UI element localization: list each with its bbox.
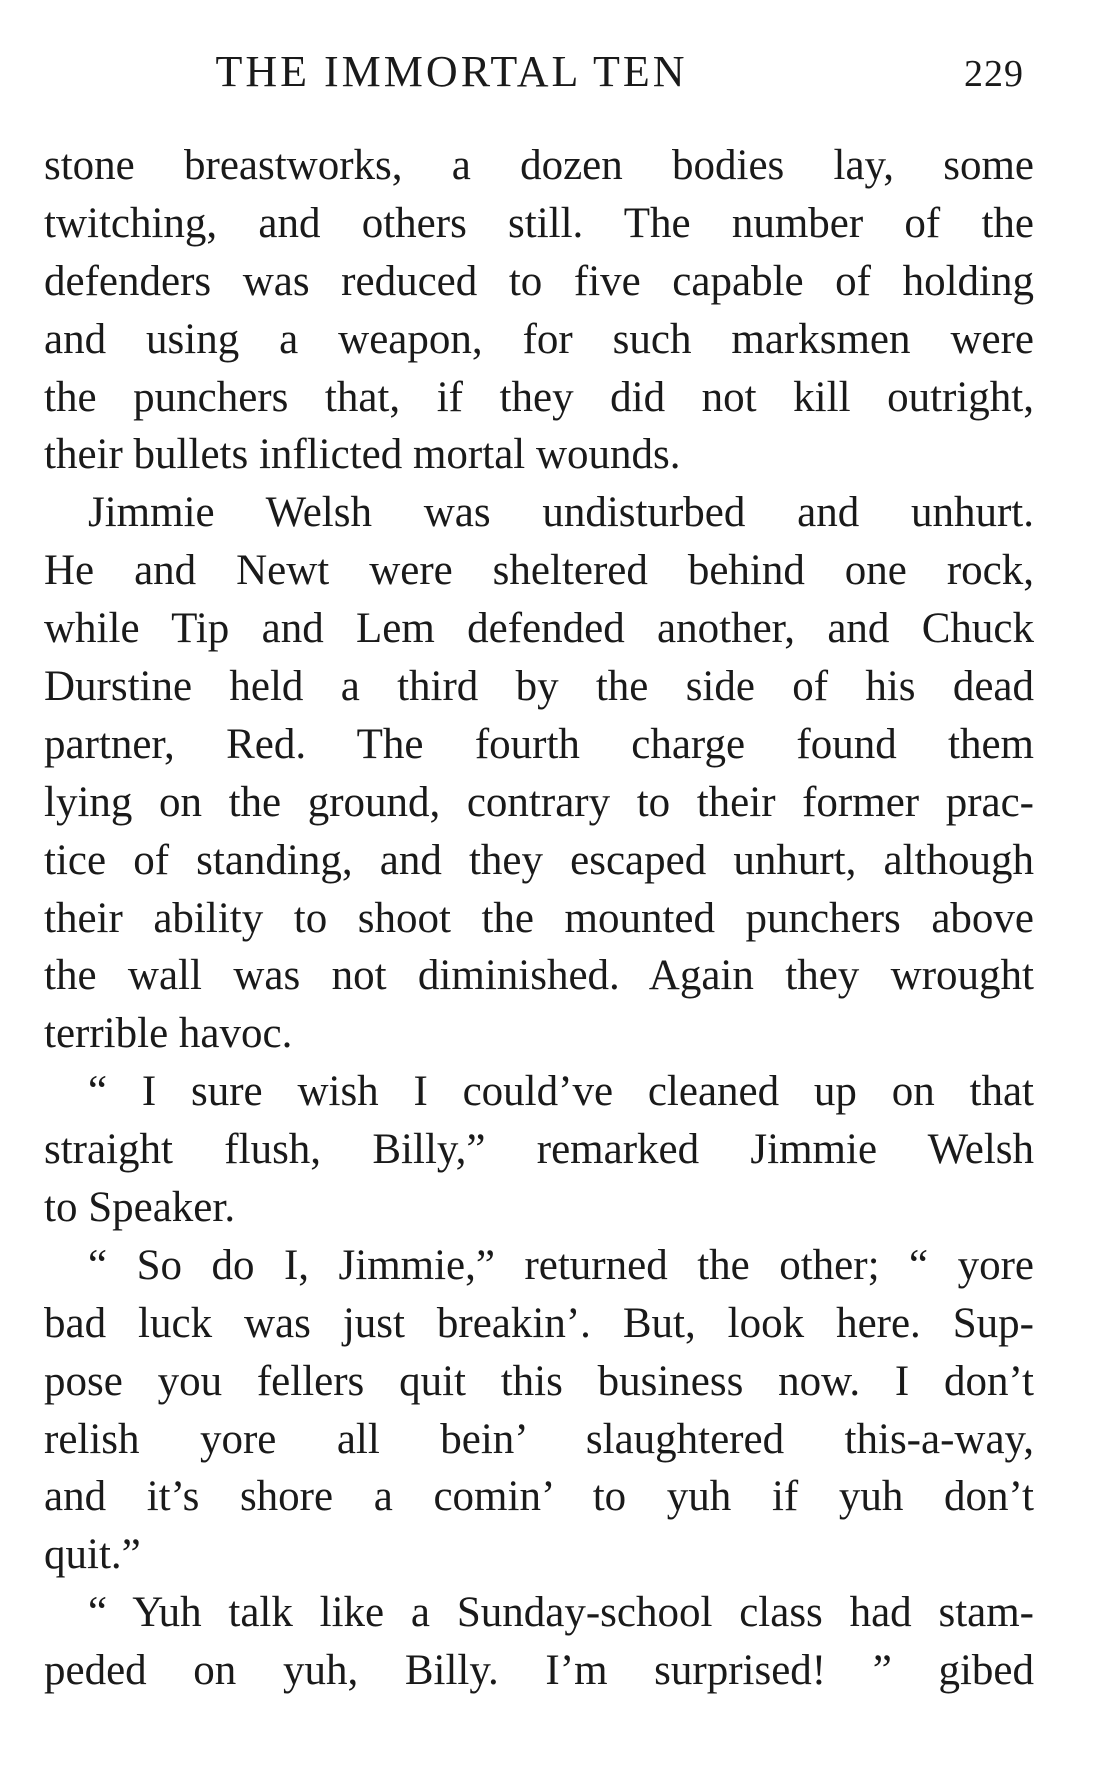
text-line: lying on the ground, contrary to their former prac-	[44, 778, 1034, 826]
text-line: terrible havoc.	[44, 1010, 293, 1058]
text-line: Durstine held a third by the side of his dead	[44, 663, 1034, 711]
text-line: relish yore all bein’ slaughtered this-a-way,	[44, 1415, 1034, 1463]
text-line: quit.”	[44, 1531, 141, 1579]
text-line: “ So do I, Jimmie,” returned the other; “ yore	[88, 1241, 1034, 1289]
text-line: “ I sure wish I could’ve cleaned up on that	[88, 1068, 1034, 1116]
text-line: “ Yuh talk like a Sunday-school class had stam-	[88, 1589, 1034, 1637]
text-line: their bullets inflicted mortal wounds.	[44, 431, 681, 479]
text-line: stone breastworks, a dozen bodies lay, some	[44, 142, 1034, 189]
text-line: straight flush, Billy,” remarked Jimmie Welsh	[44, 1126, 1034, 1174]
text-line: He and Newt were sheltered behind one rock,	[44, 547, 1034, 595]
text-line: defenders was reduced to five capable of holding	[44, 257, 1034, 305]
text-line: while Tip and Lem defended another, and Chuck	[44, 605, 1034, 653]
text-line: peded on yuh, Billy. I’m surprised! ” gibed	[44, 1647, 1034, 1695]
text-line: pose you fellers quit this business now. I don’t	[44, 1357, 1034, 1405]
page-number: 229	[964, 53, 1024, 95]
text-line: to Speaker.	[44, 1184, 236, 1232]
text-line: bad luck was just breakin’. But, look here. Sup-	[44, 1299, 1034, 1347]
text-line: twitching, and others still. The number of the	[44, 199, 1034, 247]
text-line: their ability to shoot the mounted punchers above	[44, 894, 1034, 942]
text-line: and it’s shore a comin’ to yuh if yuh don’t	[44, 1473, 1034, 1521]
text-line: tice of standing, and they escaped unhurt, although	[44, 836, 1034, 884]
body-text	[44, 137, 1034, 1700]
text-line: and using a weapon, for such marksmen were	[44, 315, 1034, 363]
text-line: partner, Red. The fourth charge found them	[44, 720, 1034, 768]
text-line: the wall was not diminished. Again they wrought	[44, 952, 1034, 1000]
text-line: Jimmie Welsh was undisturbed and unhurt.	[88, 489, 1034, 537]
running-head	[44, 42, 1044, 102]
text-line: the punchers that, if they did not kill outright,	[44, 373, 1034, 421]
running-title: THE IMMORTAL TEN	[215, 47, 688, 96]
